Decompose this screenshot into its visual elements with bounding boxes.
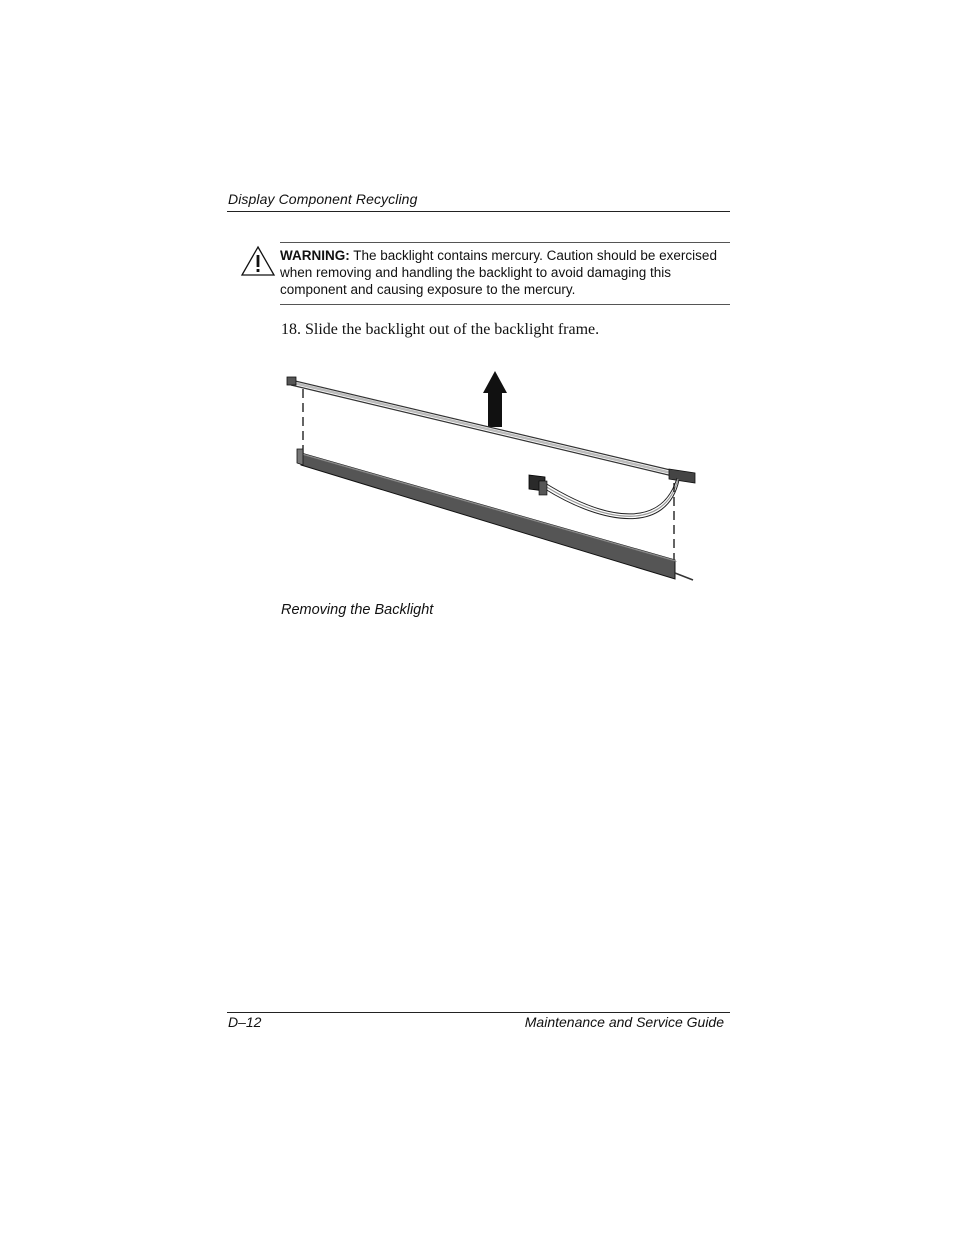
warning-label: WARNING: [280,248,350,263]
backlight-removal-illustration [283,365,698,590]
header-rule [227,211,730,212]
guide-title: Maintenance and Service Guide [524,1014,724,1030]
step-instruction: 18. Slide the backlight out of the backlight frame. [281,321,600,338]
warning-text: The backlight contains mercury. Caution should be exercised when removing and handling the backlight to avoid damaging this component and causing exposure to the mercury. [280,248,717,297]
warning-rule-top [280,242,730,243]
warning-triangle-icon [240,245,276,277]
warning-notice [280,247,720,298]
up-arrow-icon [483,371,507,427]
warning-rule-bottom [280,304,730,305]
footer-rule [227,1012,730,1013]
backlight-frame [297,449,693,580]
page-number: D–12 [228,1014,262,1030]
lamp-wires [529,475,679,519]
figure-caption: Removing the Backlight [281,602,434,618]
section-title: Display Component Recycling [228,191,418,207]
